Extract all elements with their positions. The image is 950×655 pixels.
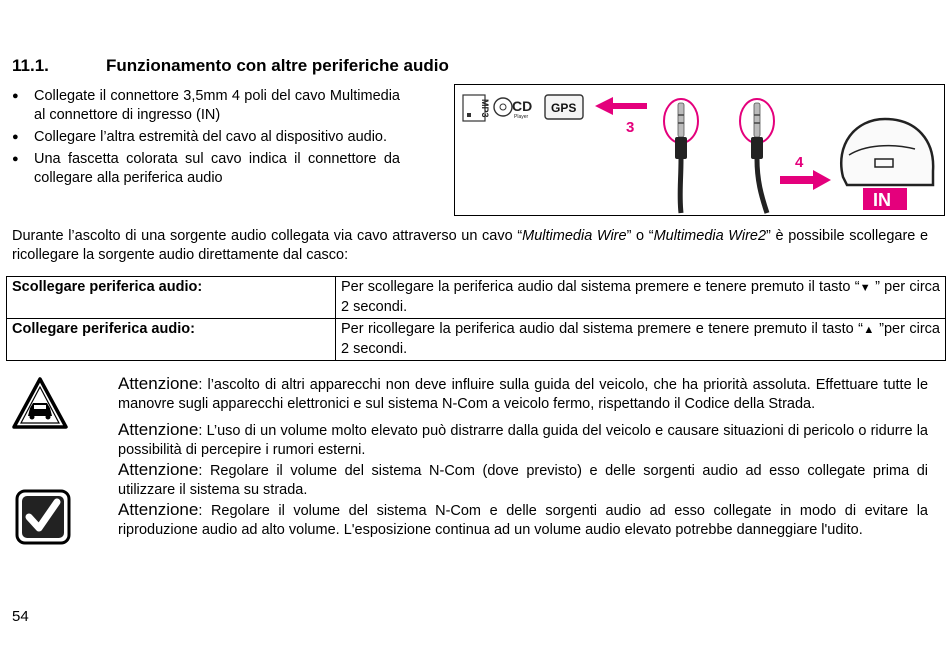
connection-diagram xyxy=(455,85,944,215)
table-row xyxy=(7,277,946,319)
action-cell: Collegare periferica audio: xyxy=(7,319,336,361)
intro-paragraph xyxy=(12,227,928,265)
arrow-left-icon xyxy=(595,97,647,136)
warning-text: Regolare il volume del sistema N-Com e delle sorgenti audio ad esso collegate in modo di evitare la riproduzione audio ad alto volume. L'esposizione continua ad un volume audio elevato potrebbe danneggiare l'udito. xyxy=(118,503,928,538)
intro-text: ” è possibile scollegare e ricollegare la sorgente audio direttamente dal casco: xyxy=(12,228,929,263)
warning-paragraph: Attenzione: L’uso di un volume molto elevato può distrarre dalla guida del veicolo e causare situazioni di pericolo o ridurre la possibilità di percepire i rumori esterni. xyxy=(118,420,928,458)
arrow-up-icon: ▲ xyxy=(862,324,875,336)
cd-player-icon xyxy=(494,98,532,120)
warning-paragraph: Attenzione: l’ascolto di altri apparecchi non deve influire sulla guida del veicolo, che ha priorità assoluta. Effettuare tutte le manovre sugli apparecchi elettronici e sul sistema N-Com a veicolo fermo, rispettando il Codice della Strada. xyxy=(118,374,929,412)
warning-paragraph: Attenzione: Regolare il volume del sistema N-Com (dove previsto) e delle sorgenti audio ad esso collegate prima di utilizzare il sistema su strada. xyxy=(118,460,929,498)
controls-table xyxy=(6,276,946,361)
step-4-label: 4 xyxy=(795,154,804,171)
mp3-label: MP3 xyxy=(480,99,490,118)
jack-plug-icon xyxy=(664,99,698,213)
warning-label: Attenzione xyxy=(118,500,199,519)
cd-sub-label: Player xyxy=(514,114,529,120)
cable-name: Multimedia Wire2 xyxy=(653,228,767,244)
arrow-right-icon xyxy=(780,154,831,190)
intro-text: Durante l’ascolto di una sorgente audio collegata via cavo attraverso un cavo “ xyxy=(12,228,523,244)
jack-plug-icon xyxy=(740,99,774,213)
warning-label: Attenzione xyxy=(118,460,199,479)
instruction-cell: Per ricollegare la periferica audio dal sistema premere e tenere premuto il tasto “▲ ”per circa 2 secondi. xyxy=(336,319,946,361)
cable-name: Multimedia Wire xyxy=(522,228,627,244)
gps-label: GPS xyxy=(551,101,577,115)
list-item: ● Collegate il connettore 3,5mm 4 poli del cavo Multimedia al connettore di ingresso (IN) xyxy=(12,87,400,125)
warning-label: Attenzione xyxy=(118,420,199,439)
intro-text: ” o “ xyxy=(626,228,654,244)
instruction-cell: Per scollegare la periferica audio dal sistema premere e tenere premuto il tasto “▼ ” per circa 2 secondi. xyxy=(336,277,946,319)
cd-label: CD xyxy=(512,98,533,114)
connection-figure xyxy=(454,84,945,216)
mp3-icon xyxy=(463,95,490,121)
section-title: Funzionamento con altre periferiche audio xyxy=(106,56,449,75)
warning-label: Attenzione xyxy=(118,374,199,393)
helmet-icon xyxy=(841,119,933,185)
checkmark-icon xyxy=(14,488,72,546)
step-3-label: 3 xyxy=(626,119,635,136)
warning-paragraph: Attenzione: Regolare il volume del sistema N-Com e delle sorgenti audio ad esso collegate in modo di evitare la riproduzione audio ad alto volume. L'esposizione continua ad un volume audio elevato potrebbe danneggiare l'udito. xyxy=(118,500,928,538)
page-number: 54 xyxy=(12,608,29,625)
list-item: ● Una fascetta colorata sul cavo indica il connettore da collegare alla periferica audio xyxy=(12,150,400,188)
section-heading xyxy=(12,56,449,76)
input-badge xyxy=(863,188,907,210)
action-cell: Scollegare periferica audio: xyxy=(7,277,336,319)
warning-text: Regolare il volume del sistema N-Com (dove previsto) e delle sorgenti audio ad esso collegate prima di utilizzare il sistema su strada. xyxy=(118,463,929,498)
warning-text: l’ascolto di altri apparecchi non deve influire sulla guida del veicolo, che ha priorità assoluta. Effettuare tutte le manovre sugli apparecchi elettronici e sul sistema N-Com a veicolo fermo, rispettando il Codice della Strada. xyxy=(118,377,929,412)
arrow-down-icon: ▼ xyxy=(859,282,871,294)
warnings-section xyxy=(118,374,928,540)
in-label: IN xyxy=(873,190,891,210)
section-number: 11.1. xyxy=(12,56,49,75)
warning-text: L’uso di un volume molto elevato può distrarre dalla guida del veicolo e causare situazioni di pericolo o ridurre la possibilità di percepire i rumori esterni. xyxy=(118,423,928,458)
table-row xyxy=(7,319,946,361)
gps-icon xyxy=(545,95,583,119)
list-item: ● Collegare l’altra estremità del cavo al dispositivo audio. xyxy=(12,128,400,147)
road-warning-icon xyxy=(12,376,68,432)
instruction-list xyxy=(12,87,400,191)
